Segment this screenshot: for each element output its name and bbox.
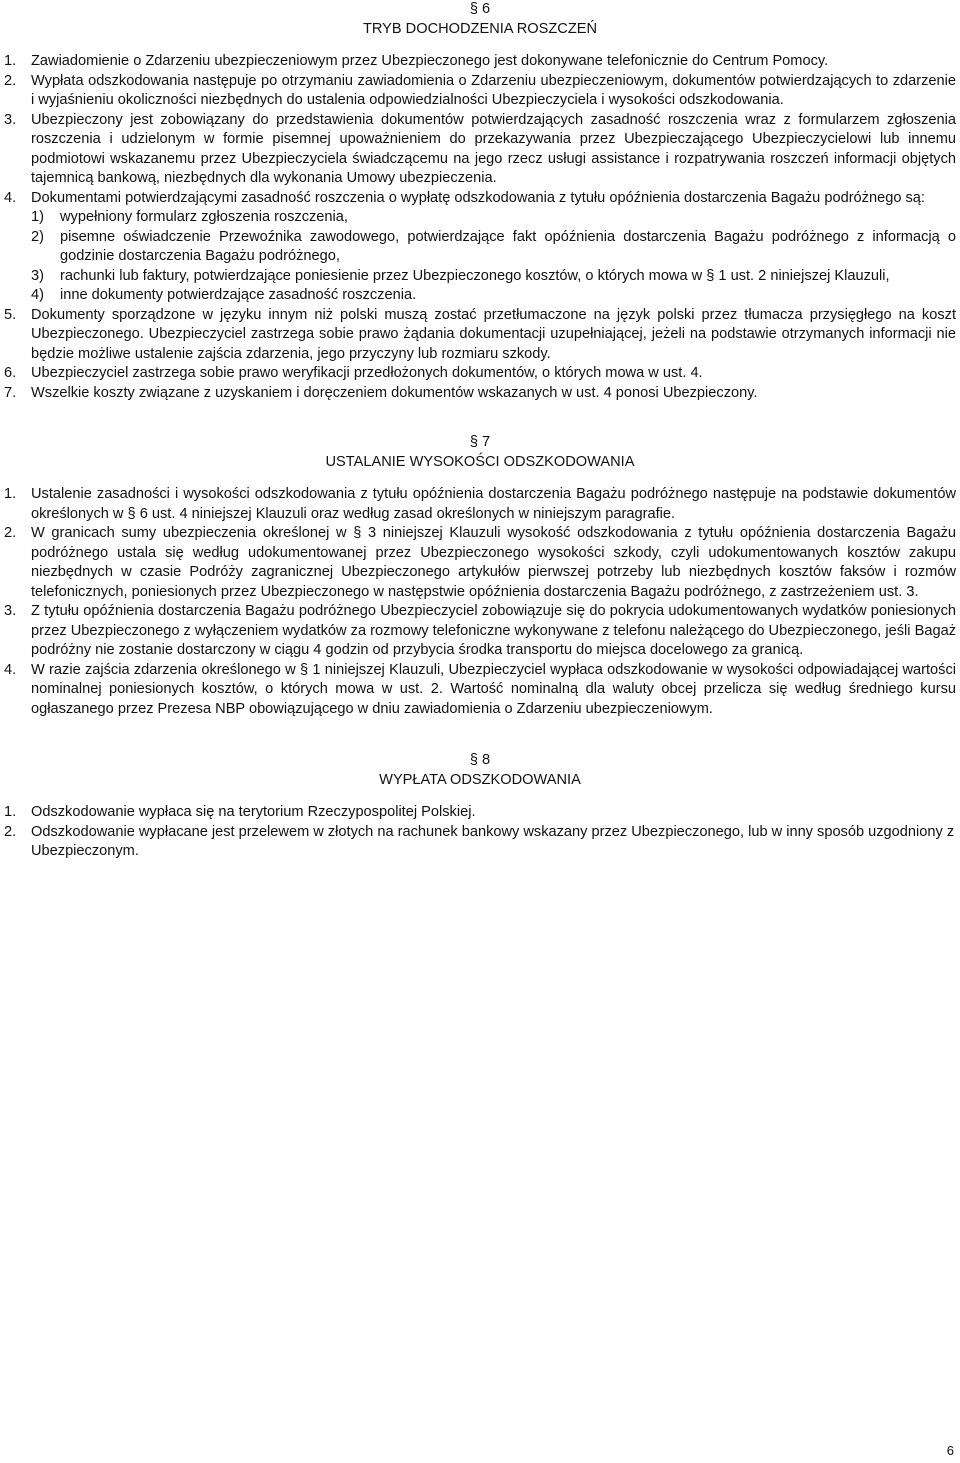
item-text: W razie zajścia zdarzenia określonego w § 1 niniejszej Klauzuli, Ubezpieczyciel wypłaca odszkodowanie w wysokości odpowiadającej wartości nominalnej poniesionych kosztów, o których mowa w ust. 2. Wartość nominalną dla waluty obcej przelicza się według średniego kursu ogłaszanego przez Prezesa NBP obowiązującego w dniu zawiadomienia o Zdarzeniu ubezpieczeniowym. xyxy=(31,661,956,717)
list-item xyxy=(4,306,956,365)
list-item xyxy=(4,364,956,384)
sub-item-number: 2) xyxy=(31,228,44,245)
sub-item-text: pisemne oświadczenie Przewoźnika zawodowego, potwierdzające fakt opóźnienia dostarczenia Bagażu podróżnego z informacją o godzinie dostarczenia Bagażu podróżnego, xyxy=(60,228,956,264)
section-number: § 8 xyxy=(469,752,491,768)
section-number: § 7 xyxy=(469,434,491,450)
item-number: 1. xyxy=(4,486,17,502)
list-item xyxy=(4,111,956,189)
section-8 xyxy=(4,751,956,862)
sub-item-number: 4) xyxy=(31,287,44,303)
list-item xyxy=(4,823,956,862)
section-title: TRYB DOCHODZENIA ROSZCZEŃ xyxy=(362,20,598,37)
sub-list-item xyxy=(31,228,956,267)
item-text: Dokumentami potwierdzającymi zasadność roszczenia o wypłatę odszkodowania z tytułu opóźnienia dostarczenia Bagażu podróżnego są: xyxy=(31,189,925,206)
item-text: Z tytułu opóźnienia dostarczenia Bagażu podróżnego Ubezpieczyciel zobowiązuje się do pokrycia udokumentowanych wydatków poniesionych przez Ubezpieczonego z wyłączeniem wydatków za rozmowy telefoniczne wykonywane z telefonu należącego do Ubezpieczonego, jeśli Bagaż podróżny nie zostanie dostarczony w ciągu 4 godzin od przybycia środka transportu do miejsca docelowego za granicą. xyxy=(31,603,956,658)
section-items xyxy=(4,803,956,862)
list-item xyxy=(4,524,956,602)
item-number: 1. xyxy=(4,53,17,69)
item-text: Wszelkie koszty związane z uzyskaniem i doręczeniem dokumentów wskazanych w ust. 4 ponosi Ubezpieczony. xyxy=(31,384,758,401)
sub-list-item xyxy=(31,267,956,287)
item-text: Odszkodowanie wypłaca się na terytorium Rzeczypospolitej Polskiej. xyxy=(31,804,476,820)
sub-item-number: 3) xyxy=(31,267,44,284)
sub-item-text: rachunki lub faktury, potwierdzające poniesienie przez Ubezpieczonego kosztów, o których mowa w § 1 ust. 2 niniejszej Klauzuli, xyxy=(60,267,890,284)
sub-list-item xyxy=(31,208,956,228)
section-items xyxy=(4,485,956,719)
section-7 xyxy=(4,433,956,719)
item-number: 4. xyxy=(4,661,17,678)
item-number: 3. xyxy=(4,111,17,128)
list-item xyxy=(4,52,956,72)
list-item xyxy=(4,384,956,404)
item-number: 2. xyxy=(4,525,17,541)
item-text: Odszkodowanie wypłacane jest przelewem w złotych na rachunek bankowy wskazany przez Ubezpieczonego, lub w inny sposób uzgodniony z Ubezpieczonym. xyxy=(31,823,955,859)
sub-item-number: 1) xyxy=(31,209,44,225)
section-heading xyxy=(4,751,956,790)
sub-item-text: wypełniony formularz zgłoszenia roszczenia, xyxy=(60,209,348,225)
item-number: 3. xyxy=(4,603,17,619)
item-text: Zawiadomienie o Zdarzeniu ubezpieczeniowym przez Ubezpieczonego jest dokonywane telefonicznie do Centrum Pomocy. xyxy=(31,53,829,69)
section-6 xyxy=(4,0,956,403)
item-number: 2. xyxy=(4,72,17,89)
section-number: § 6 xyxy=(469,1,491,17)
section-heading xyxy=(4,0,956,39)
item-number: 5. xyxy=(4,306,17,323)
sub-list xyxy=(31,208,956,306)
item-number: 7. xyxy=(4,384,17,401)
item-text: Dokumenty sporządzone w języku innym niż polski muszą zostać przetłumaczone na język polski przez tłumacza przysięgłego na koszt Ubezpieczonego. Ubezpieczyciel zastrzega sobie prawo żądania dokumentacji uzupełniającej, jeżeli na podstawie otrzymanych informacji nie będzie możliwe ustalenie zajścia zdarzenia, jego przyczyny lub rozmiaru szkody. xyxy=(31,306,956,362)
list-item xyxy=(4,803,956,823)
section-heading xyxy=(4,433,956,472)
list-item xyxy=(4,485,956,524)
item-text: W granicach sumy ubezpieczenia określonej w § 3 niniejszej Klauzuli wysokość odszkodowania z tytułu opóźnienia dostarczenia Bagażu podróżnego ustala się według udokumentowanej przez Ubezpieczonego wysokości szkody, czyli udokumentowanych kosztów zakupu niezbędnych w czasie Podróży zagranicznej Ubezpieczonego artykułów pierwszej potrzeby lub niezbędnych kosztów faksów i rozmów telefonicznych, poniesionych przez Ubezpieczonego w następstwie opóźnienia dostarczenia Bagażu podróżnego, z zastrzeżeniem ust. 3. xyxy=(31,525,956,600)
sub-list-item xyxy=(31,286,956,306)
sub-item-text: inne dokumenty potwierdzające zasadność roszczenia. xyxy=(60,287,417,303)
list-item xyxy=(4,602,956,661)
document-content xyxy=(4,0,956,862)
item-text: Ubezpieczyciel zastrzega sobie prawo weryfikacji przedłożonych dokumentów, o których mowa w ust. 4. xyxy=(31,365,703,381)
list-item xyxy=(4,189,956,306)
item-number: 2. xyxy=(4,823,17,840)
item-text: Ubezpieczony jest zobowiązany do przedstawienia dokumentów potwierdzających zasadność roszczenia wraz z formularzem zgłoszenia roszczenia i udzielonym w formie pisemnej upoważnieniem do przekazywania przez Ubezpieczającego Ubezpieczycielowi lub innemu podmiotowi wskazanemu przez Ubezpieczyciela świadczącemu na jego rzecz usługi assistance i rozpatrywania roszczeń informacji objętych tajemnicą bankową, niezbędnych dla wykonania Umowy ubezpieczenia. xyxy=(31,111,956,186)
page-number: 6 xyxy=(946,1443,954,1458)
item-number: 6. xyxy=(4,365,17,381)
item-number: 4. xyxy=(4,189,17,206)
section-title: USTALANIE WYSOKOŚCI ODSZKODOWANIA xyxy=(325,453,635,470)
item-number: 1. xyxy=(4,804,17,820)
section-items xyxy=(4,52,956,403)
list-item xyxy=(4,661,956,720)
list-item xyxy=(4,72,956,111)
section-title: WYPŁATA ODSZKODOWANIA xyxy=(379,771,581,788)
item-text: Ustalenie zasadności i wysokości odszkodowania z tytułu opóźnienia dostarczenia Bagażu podróżnego następuje na podstawie dokumentów określonych w § 6 ust. 4 niniejszej Klauzuli oraz według zasad określonych w niniejszym paragrafie. xyxy=(31,486,956,522)
item-text: Wypłata odszkodowania następuje po otrzymaniu zawiadomienia o Zdarzeniu ubezpieczeniowym, dokumentów potwierdzających to zdarzenie i wyjaśnieniu okoliczności niezbędnych do ustalenia odpowiedzialności Ubezpieczyciela i wysokości odszkodowania. xyxy=(31,72,956,108)
